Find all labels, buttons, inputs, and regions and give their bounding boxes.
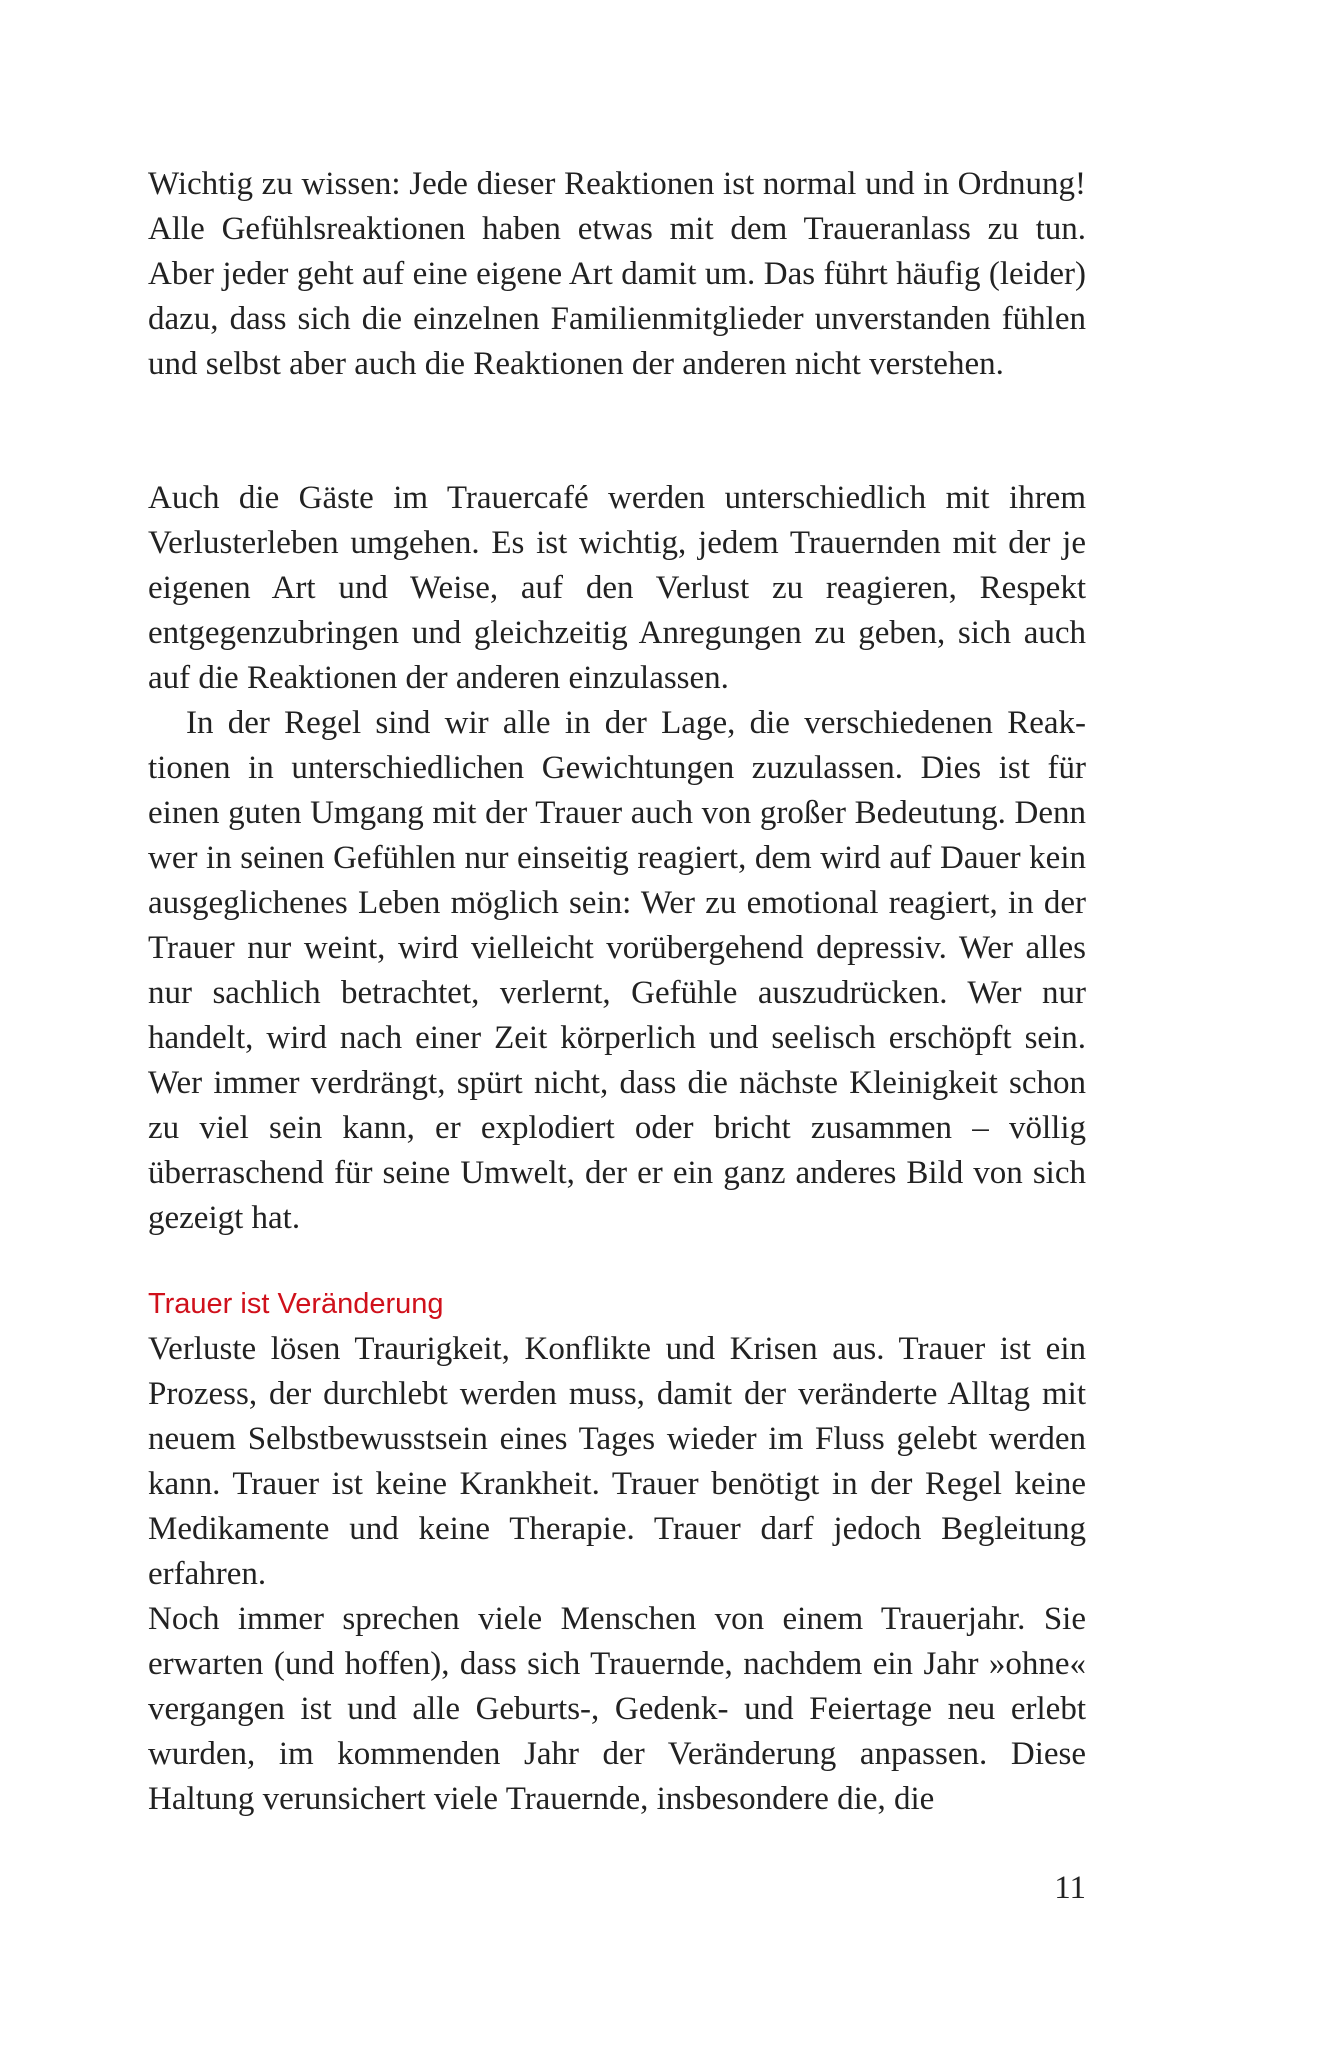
paragraph-mourning-year: Noch immer sprechen viele Menschen von einem Trauerjahr. Sie erwarten (und hoffen), dass sich Trauernde, nachdem ein Jahr »ohne« vergangen ist und alle Geburts-, Gedenk- und Feiertage neu erlebt wurden, im kommenden Jahr der Veränderung anpassen. Diese Haltung verunsichert viele Trauernde, insbesondere die, die <box>148 1601 1086 1817</box>
text-section-2 <box>148 476 1086 1241</box>
paragraph-reactions-normal: Wichtig zu wissen: Jede dieser Reaktionen ist normal und in Ordnung! Alle Gefühlsreaktionen haben etwas mit dem Traueranlass zu tun. Aber jeder geht auf eine eigene Art damit um. Das führt häufig (leider) dazu, dass sich die einzelnen Familienmitglieder unverstanden fühlen und selbst aber auch die Reaktionen der anderen nicht verstehen. <box>148 166 1086 382</box>
paragraph-trauercafe-guests: Auch die Gäste im Trauercafé werden unterschiedlich mit ihrem Verlusterleben umgehen. Es ist wichtig, jedem Trauernden mit der je eigenen Art und Weise, auf den Verlust zu reagieren, Respekt entgegenzubringen und gleichzeitig Anregungen zu geben, sich auch auf die Reaktionen der anderen einzulassen. <box>148 480 1086 696</box>
page-number: 11 <box>1054 1870 1086 1906</box>
paragraph-grief-process: Verluste lösen Traurigkeit, Konflikte und Krisen aus. Trauer ist ein Prozess, der durchlebt werden muss, damit der veränderte Alltag mit neuem Selbstbewusstsein eines Tages wieder im Fluss gelebt werden kann. Trauer ist keine Krankheit. Trauer benötigt in der Regel keine Medikamente und keine Therapie. Trauer darf jedoch Begleitung erfahren. <box>148 1331 1086 1592</box>
text-section-3 <box>148 1282 1086 1822</box>
text-section-1 <box>148 162 1086 387</box>
paragraph-different-reactions: In der Regel sind wir alle in der Lage, die verschiedenen Reaktionen in unterschiedlichen Gewichtungen zuzulassen. Dies ist für einen guten Umgang mit der Trauer auch von großer Bedeutung. Denn wer in seinen Gefühlen nur einseitig reagiert, dem wird auf Dauer kein ausgeglichenes Leben möglich sein: Wer zu emotional reagiert, in der Trauer nur weint, wird vielleicht vorübergehend depressiv. Wer alles nur sachlich betrachtet, verlernt, Gefühle auszudrücken. Wer nur handelt, wird nach einer Zeit körperlich und seelisch erschöpft sein. Wer immer verdrängt, spürt nicht, dass die nächste Kleinigkeit schon zu viel sein kann, er explodiert oder bricht zusammen – völlig überraschend für seine Umwelt, der er ein ganz anderes Bild von sich gezeigt hat. <box>148 705 1086 1236</box>
section-heading: Trauer ist Veränderung <box>148 1288 444 1320</box>
